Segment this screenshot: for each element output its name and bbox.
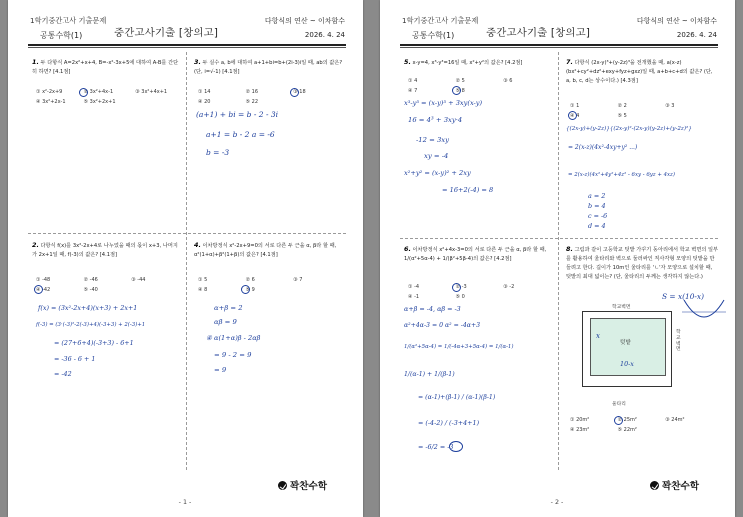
question-text: 다항식 f(x)를 3x²-2x+4로 나누었을 때의 몫이 x+3, 나머지가 2x+1일 때, f(-3)의 값은? [4.1점] <box>32 243 178 258</box>
brand-logo <box>278 478 327 492</box>
choice[interactable]: ① -4 <box>408 284 420 290</box>
page-number: - 2 - <box>550 498 564 506</box>
handwritten-work: c = -6 <box>588 212 608 220</box>
brand-name: 꽉찬수학 <box>290 481 328 492</box>
handwritten-work: a+1 = b - 2 a = -6 <box>206 130 275 139</box>
handwritten-work: = (27+6+4)(-3+3) - 6+1 <box>54 339 134 347</box>
handwritten-work: x³-y³ = (x-y)³ + 3xy(x-y) <box>404 99 483 107</box>
row-divider <box>28 233 346 234</box>
choice[interactable]: ② -46 <box>83 277 98 283</box>
question-4 <box>194 240 346 260</box>
parabola-sketch <box>680 296 728 324</box>
question-text: 다항식 (2x-y)³+(y-2z)³을 전개했을 때, a(x-z)(bx²+cy²+dz²+exy+fyz+gxz)일 때, a+b+c+d의 값은? (단, a, b, c, d는 상수이다.) [4.3점] <box>566 60 713 84</box>
choice[interactable]: ② -3 <box>455 284 467 290</box>
handwritten-work: b = 4 <box>588 202 606 210</box>
question-number: 7. <box>566 58 573 66</box>
handwritten-work: = 2(x-z)(4x²+4y²+4z² - 6xy - 6yz + 4xz) <box>568 172 675 178</box>
header-rule-thin <box>28 47 346 48</box>
choice[interactable]: ③ 6 <box>503 78 513 84</box>
handwritten-work: 10-x <box>620 360 634 368</box>
header-subject: 공통수학(1) <box>412 31 455 40</box>
answer-mark <box>614 416 623 425</box>
header-date: 2026. 4. 24 <box>304 31 345 39</box>
question-5 <box>404 57 554 68</box>
choice[interactable]: ② 16 <box>245 89 259 95</box>
handwritten-work: b = -3 <box>206 148 230 157</box>
wall-label: 학교벽면 <box>612 305 631 310</box>
row-divider <box>400 238 718 239</box>
handwritten-work: = (-4-2) / (-3+4+1) <box>418 419 480 427</box>
header-rule <box>400 44 718 46</box>
choice[interactable]: ② 5 <box>455 78 465 84</box>
question-number: 8. <box>566 245 573 253</box>
handwritten-work: = 9 - 2 = 9 <box>214 351 252 359</box>
choice[interactable]: ② 25m² <box>617 417 637 423</box>
choice[interactable]: ③ -44 <box>131 277 146 283</box>
choice[interactable]: ① 1 <box>570 103 580 109</box>
choice[interactable]: ④ 20 <box>198 98 211 105</box>
choice[interactable]: ③ 3x²+4x+1 <box>135 89 168 95</box>
question-6 <box>404 244 556 264</box>
question-8-choices <box>570 416 720 435</box>
question-text: 이차방정식 x²+4x-3=0의 서로 다른 두 근을 α, β라 할 때, 1/(α²+5α-4) + 1/(β²+5β-4)의 값은? [4.2점] <box>404 247 547 262</box>
choice[interactable]: ⑤ 3x²+2x+1 <box>83 98 116 105</box>
fence-label: 울타리 <box>612 402 626 407</box>
answer-mark <box>241 285 250 294</box>
choice[interactable]: ⑤ 22m² <box>617 426 637 433</box>
handwritten-work: x²+y² = (x-y)² + 2xy <box>404 169 471 177</box>
question-text: 그림과 같이 고등학교 텃밭 가꾸기 동아리에서 학교 벽면의 일부를 활용하여 울타리와 벽으로 둘러싸인 직사각형 모양의 텃밭을 만들려고 한다. 길이가 10m인 울타리를 'ㄴ'자 모양으로 설치할 때, 텃밭의 최대 넓이는? (단, 울타리의 두께는 생각하지 않는다.) <box>566 247 719 280</box>
question-3-choices <box>198 88 348 107</box>
brand-name: 꽉찬수학 <box>662 481 700 492</box>
check-icon <box>650 481 659 490</box>
choice[interactable]: ① -48 <box>36 277 51 283</box>
handwritten-work: 1/(α-1) + 1/(β-1) <box>404 371 455 378</box>
question-4-choices <box>198 276 348 295</box>
handwritten-work: = 2(x-z)(4x²-4xy+y² ...) <box>568 144 638 151</box>
question-number: 5. <box>404 58 411 66</box>
header-tag: 1학기중간고사 기출문제 <box>30 16 107 25</box>
question-number: 1. <box>32 58 39 66</box>
handwritten-work: x <box>596 332 600 340</box>
answer-mark <box>290 88 299 97</box>
question-text: 이차방정식 x²-2x+9=0의 서로 다른 두 근을 α, β라 할 때, α²(1+α)+β²(1+β)의 값은? [4.1점] <box>194 243 337 258</box>
header-tag: 1학기중간고사 기출문제 <box>402 16 479 25</box>
choice[interactable]: ⑤ 22 <box>245 98 259 105</box>
choice[interactable]: ⑤ 8 <box>455 87 465 94</box>
choice[interactable]: ① 20m² <box>570 417 590 423</box>
question-8 <box>566 244 718 281</box>
choice[interactable]: ③ 24m² <box>665 417 685 423</box>
answer-mark <box>449 441 463 452</box>
handwritten-work: = 9 <box>214 366 227 374</box>
handwritten-work: f(x) = (3x²-2x+4)(x+3) + 2x+1 <box>38 304 138 312</box>
handwritten-work: = -36 - 6 + 1 <box>54 355 96 363</box>
question-text: x-y=4, x³-y³=16일 때, x²+y²의 값은? [4.2점] <box>412 60 523 66</box>
question-2 <box>32 240 182 260</box>
choice[interactable]: ② 6 <box>245 277 255 283</box>
question-text: 두 다항식 A=2x²+x+4, B=-x²-3x+5에 대하여 A-B를 간단히 하면? [4.1점] <box>32 60 179 75</box>
handwritten-work: {(2x-y)+(y-2z)}{(2x-y)²-(2x-y)(y-2z)+(y-2z)²} <box>566 126 692 132</box>
question-1-choices <box>36 88 186 107</box>
header-rule-thin <box>400 47 718 48</box>
handwritten-work: a = 2 <box>588 192 606 200</box>
exam-page-1 <box>8 0 363 517</box>
question-text: 두 실수 a, b에 대하여 a+1+bi=b+(2i-3)i일 때, ab의 값은? (단, i=√-1) [4.1점] <box>194 60 343 75</box>
answer-mark <box>34 285 43 294</box>
handwritten-work: 1/(α²+5α-4) = 1/(-4α+3+5α-4) = 1/(α-1) <box>404 344 514 350</box>
choice[interactable]: ⑤ 0 <box>455 293 465 300</box>
handwritten-work: (a+1) + bi = b - 2 - 3i <box>196 110 279 119</box>
header-unit: 다항식의 연산 ~ 이차함수 <box>636 17 717 25</box>
answer-mark <box>452 283 461 292</box>
header-title: 중간고사기출 [창의고] <box>114 27 219 39</box>
handwritten-work: = 16+2(-4) = 8 <box>442 186 494 194</box>
handwritten-work: = -6/2 = -3 <box>418 443 454 451</box>
handwritten-work: 16 = 4³ + 3xy·4 <box>408 116 463 124</box>
handwritten-work: α²+4α-3 = 0 α² = -4α+3 <box>404 322 481 329</box>
question-number: 6. <box>404 245 411 253</box>
question-7 <box>566 57 718 86</box>
choice[interactable]: ④ 8 <box>198 286 208 293</box>
choice[interactable]: ③ 18 <box>293 89 306 95</box>
question-number: 2. <box>32 241 39 249</box>
question-number: 3. <box>194 58 201 66</box>
choice[interactable]: ⑤ 5 <box>617 112 627 119</box>
header-rule <box>28 44 346 46</box>
exam-page-2 <box>380 0 735 517</box>
column-divider <box>186 52 187 470</box>
wall-side-label: 학교벽면 <box>676 330 681 353</box>
choice[interactable]: ④ -1 <box>408 293 420 300</box>
handwritten-work: ④ α(1+α)β - 2αβ <box>206 334 261 342</box>
handwritten-work: = -42 <box>54 370 72 378</box>
answer-mark <box>79 88 88 97</box>
choice[interactable]: ② 2 <box>617 103 627 109</box>
handwritten-work: -12 = 3xy <box>416 136 449 144</box>
choice[interactable]: ① x²-2x+9 <box>36 89 63 95</box>
handwritten-work: xy = -4 <box>424 152 449 160</box>
choice[interactable]: ② 3x²+4x-1 <box>83 89 114 95</box>
choice[interactable]: ④ 3x²+2x-1 <box>36 98 66 105</box>
choice[interactable]: ① 14 <box>198 89 211 95</box>
choice[interactable]: ⑤ -40 <box>83 286 98 293</box>
handwritten-work: S = x(10-x) <box>662 292 704 301</box>
answer-mark <box>568 111 577 120</box>
choice[interactable]: ④ -42 <box>36 286 51 293</box>
question-6-choices <box>408 283 558 302</box>
header-title: 중간고사기출 [창의고] <box>486 27 591 39</box>
handwritten-work: = (α-1)+(β-1) / (α-1)(β-1) <box>418 394 496 401</box>
choice[interactable]: ① 5 <box>198 277 208 283</box>
garden-label: 텃밭 <box>620 340 631 346</box>
question-2-choices <box>36 276 186 295</box>
choice[interactable]: ④ 23m² <box>570 426 590 433</box>
answer-mark <box>452 86 461 95</box>
question-number: 4. <box>194 241 201 249</box>
question-1 <box>32 57 182 77</box>
choice[interactable]: ⑤ 9 <box>245 286 255 293</box>
choice[interactable]: ④ 4 <box>570 112 580 119</box>
handwritten-work: f(-3) = (3·(-3)²-2(-3)+4)(-3+3) + 2(-3)+1 <box>36 322 146 328</box>
column-divider <box>558 52 559 470</box>
page-number: - 1 - <box>178 498 192 506</box>
choice[interactable]: ③ -2 <box>503 284 515 290</box>
choice[interactable]: ③ 3 <box>665 103 675 109</box>
question-3 <box>194 57 344 77</box>
handwritten-work: α+β = -4, αβ = -3 <box>404 305 461 313</box>
handwritten-work: d = 4 <box>588 222 606 230</box>
question-7-choices <box>570 102 720 121</box>
question-5-choices <box>408 77 558 96</box>
choice[interactable]: ① 4 <box>408 78 418 84</box>
header-date: 2026. 4. 24 <box>676 31 717 39</box>
choice[interactable]: ④ 7 <box>408 87 418 94</box>
brand-logo <box>650 478 699 492</box>
check-icon <box>278 481 287 490</box>
handwritten-work: αβ = 9 <box>214 318 237 326</box>
header-unit: 다항식의 연산 ~ 이차함수 <box>264 17 345 25</box>
choice[interactable]: ③ 7 <box>293 277 303 283</box>
handwritten-work: α+β = 2 <box>214 304 243 312</box>
header-subject: 공통수학(1) <box>40 31 83 40</box>
